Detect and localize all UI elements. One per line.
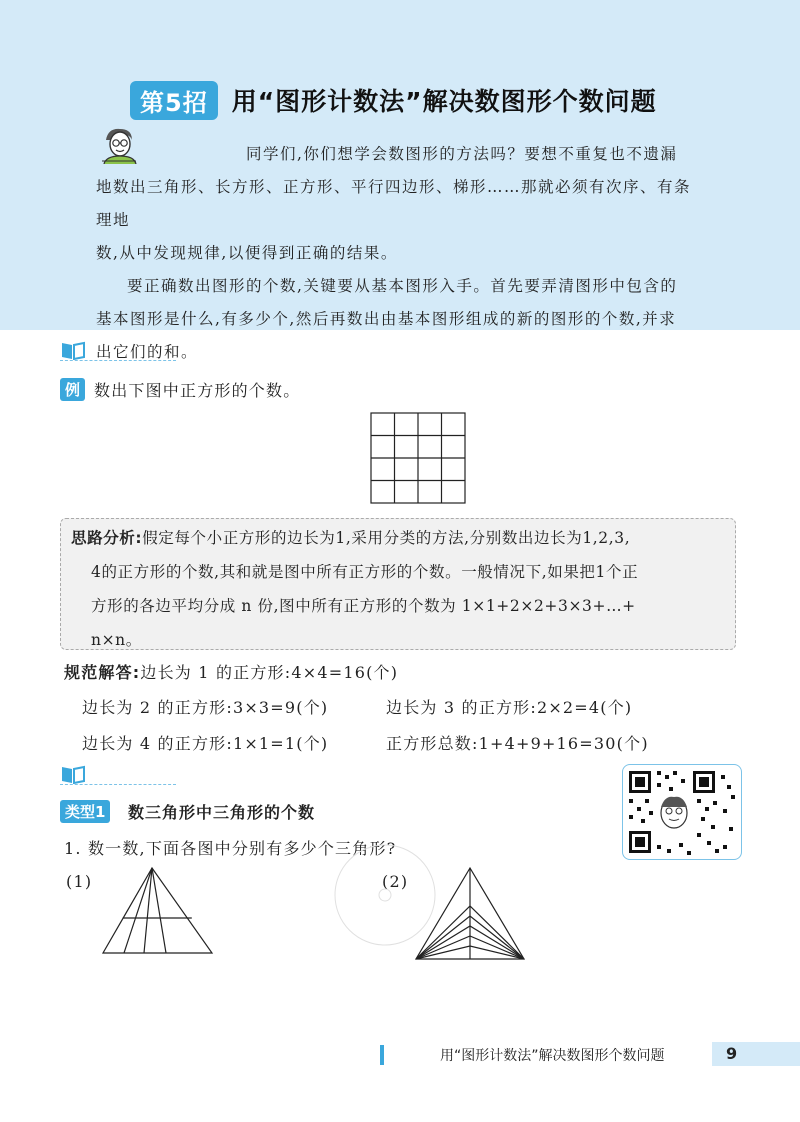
intro-line: 基本图形是什么,有多少个,然后再数出由基本图形组成的新的图形的个数,并求: [96, 310, 677, 328]
answer-line: [64, 660, 398, 683]
analysis-box: [60, 518, 736, 650]
qr-code-box[interactable]: [622, 764, 742, 860]
square-grid-figure: [370, 412, 466, 504]
type1-question: 1. 数一数,下面各图中分别有多少个三角形?: [64, 839, 397, 858]
book-icon: [60, 340, 86, 360]
footer-accent-bar: [380, 1045, 384, 1065]
page-number: 9: [712, 1042, 800, 1066]
intro-line: 地数出三角形、长方形、正方形、平行四边形、梯形……那就必须有次序、有条理地: [96, 178, 692, 229]
intro-line: 同学们,你们想学会数图形的方法吗？要想不重复也不遗漏: [246, 145, 678, 163]
analysis-line: n×n。: [91, 631, 142, 649]
section-divider: [60, 784, 176, 785]
triangle-figure-1: [100, 866, 216, 956]
example-question: 数出下图中正方形的个数。: [94, 381, 301, 400]
section-divider: [60, 360, 176, 361]
analysis-line: 4的正方形的个数,其和就是图中所有正方形的个数。一般情况下,如果把1个正: [91, 563, 639, 581]
answer-item: 边长为 3 的正方形:2×2=4(个): [386, 698, 633, 717]
figure-1-label: (1): [66, 872, 93, 891]
analysis-heading: 思路分析:: [71, 529, 143, 547]
figure-2-label: (2): [382, 872, 409, 891]
answer-item: 边长为 2 的正方形:3×3=9(个): [82, 698, 329, 717]
intro-text: [96, 138, 696, 369]
answer-heading: 规范解答:: [64, 663, 141, 682]
qr-code-icon: [623, 765, 741, 859]
answer-item: 边长为 4 的正方形:1×1=1(个): [82, 734, 329, 753]
answer-text: 边长为 1 的正方形:4×4=16(个): [140, 663, 399, 682]
analysis-line: 方形的各边平均分成 n 份,图中所有正方形的个数为 1×1+2×2+3×3+…+: [91, 597, 636, 615]
intro-line: 要正确数出图形的个数,关键要从基本图形入手。首先要弄清图形中包含的: [127, 277, 678, 295]
answer-total: 正方形总数:1+4+9+16=30(个): [386, 734, 649, 753]
lesson-title: 用“图形计数法”解决数图形个数问题: [231, 87, 657, 116]
analysis-line: 假定每个小正方形的边长为1,采用分类的方法,分别数出边长为1,2,3,: [142, 529, 631, 547]
type1-title: 数三角形中三角形的个数: [128, 803, 316, 822]
lesson-badge: 第5招: [130, 81, 218, 120]
type1-label: 类型1: [60, 800, 110, 823]
example-label: 例: [60, 378, 85, 401]
intro-line: 出它们的和。: [96, 343, 199, 361]
footer-title: 用“图形计数法”解决数图形个数问题: [440, 1048, 665, 1064]
intro-line: 数,从中发现规律,以便得到正确的结果。: [96, 244, 398, 262]
lesson-title-row: [130, 82, 657, 118]
watermark-seal: [330, 840, 440, 950]
book-icon: [60, 764, 86, 784]
